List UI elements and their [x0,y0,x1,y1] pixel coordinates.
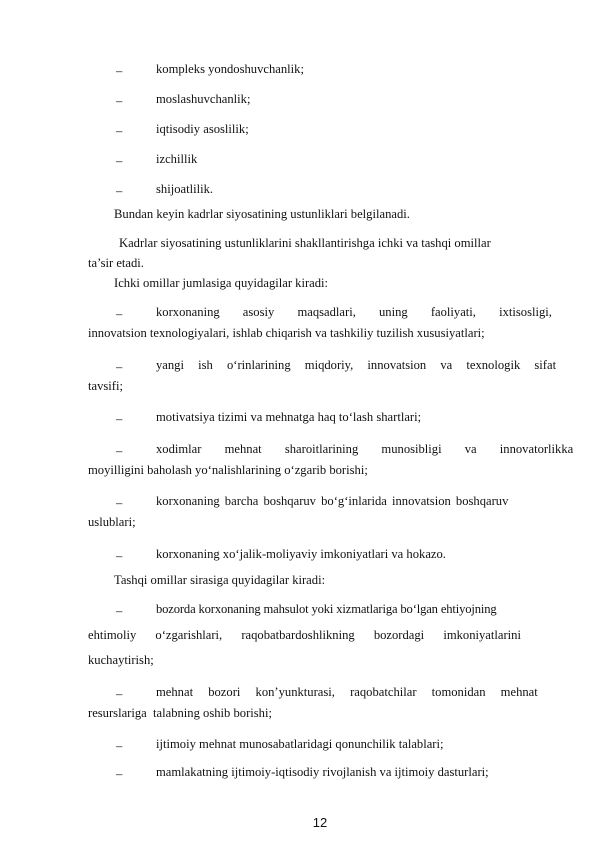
list-item: mamlakatning ijtimoiy-iqtisodiy rivojlanish va ijtimoiy dasturlari; [156,765,489,779]
paragraph-ichki: Ichki omillar jumlasiga quyidagilar kiradi: [114,276,329,290]
list-item: shijoatlilik. [156,182,214,196]
paragraph-kadrlar-line2: ta’sir etadi. [88,256,144,270]
list-item-continuation: tavsifi; [88,379,123,393]
list-item: izchillik [156,152,198,166]
list-bullet: – [116,496,123,510]
page-number: 12 [312,815,328,830]
list-bullet: – [116,154,123,168]
paragraph-intro: Bundan keyin kadrlar siyosatining ustunliklari belgilanadi. [114,207,410,221]
paragraph-tashqi: Tashqi omillar sirasiga quyidagilar kiradi: [114,573,326,587]
list-bullet: – [116,307,123,321]
list-item-continuation: moyilligini baholash yo‘nalishlarining o‘zgarib borishi; [88,463,368,477]
list-bullet: – [116,412,123,426]
list-bullet: – [116,739,123,753]
list-item: korxonaning barcha boshqaruv bo‘g‘inlarida innovatsion boshqaruv [156,494,509,508]
list-bullet: – [116,687,123,701]
list-item-continuation: ehtimoliy o‘zgarishlari, raqobatbardoshlikning bozordagi imkoniyatlarini [88,628,521,642]
list-item: kompleks yondoshuvchanlik; [156,62,304,76]
list-item-continuation: kuchaytirish; [88,653,154,667]
list-bullet: – [116,94,123,108]
list-item: korxonaning asosiy maqsadlari, uning faoliyati, ixtisosligi, [156,305,552,319]
list-bullet: – [116,184,123,198]
paragraph-kadrlar-line1 [119,236,546,251]
list-bullet: – [116,444,123,458]
list-item: xodimlar mehnat sharoitlarining munosibligi va innovatorlikka [156,442,574,456]
list-item: yangi ish o‘rinlarining miqdoriy, innovatsion va texnologik sifat [156,358,557,372]
list-item: iqtisodiy asoslilik; [156,122,249,136]
list-bullet: – [116,64,123,78]
list-bullet: – [116,124,123,138]
list-item-continuation: innovatsion texnologiyalari, ishlab chiqarish va tashkiliy tuzilish xususiyatlari; [88,326,485,340]
list-bullet: – [116,767,123,781]
list-item: korxonaning xo‘jalik-moliyaviy imkoniyatlari va hokazo. [156,547,446,561]
list-item: ijtimoiy mehnat munosabatlaridagi qonunchilik talablari; [156,737,444,751]
list-item: mehnat bozori kon’yunkturasi, raqobatchilar tomonidan mehnat [156,685,538,699]
list-item-continuation: uslublari; [88,515,136,529]
list-bullet: – [116,604,123,618]
list-item: moslashuvchanlik; [156,92,251,106]
paragraph-text: Kadrlar siyosatining ustunliklarini shakllantirishga ichki va tashqi omillar [119,236,491,250]
list-item: motivatsiya tizimi va mehnatga haq to‘lash shartlari; [156,410,422,424]
list-bullet: – [116,360,123,374]
list-item-continuation: resurslariga talabning oshib borishi; [88,706,272,720]
list-bullet: – [116,549,123,563]
list-item: bozorda korxonaning mahsulot yoki xizmatlariga bo‘lgan ehtiyojning [156,602,497,616]
